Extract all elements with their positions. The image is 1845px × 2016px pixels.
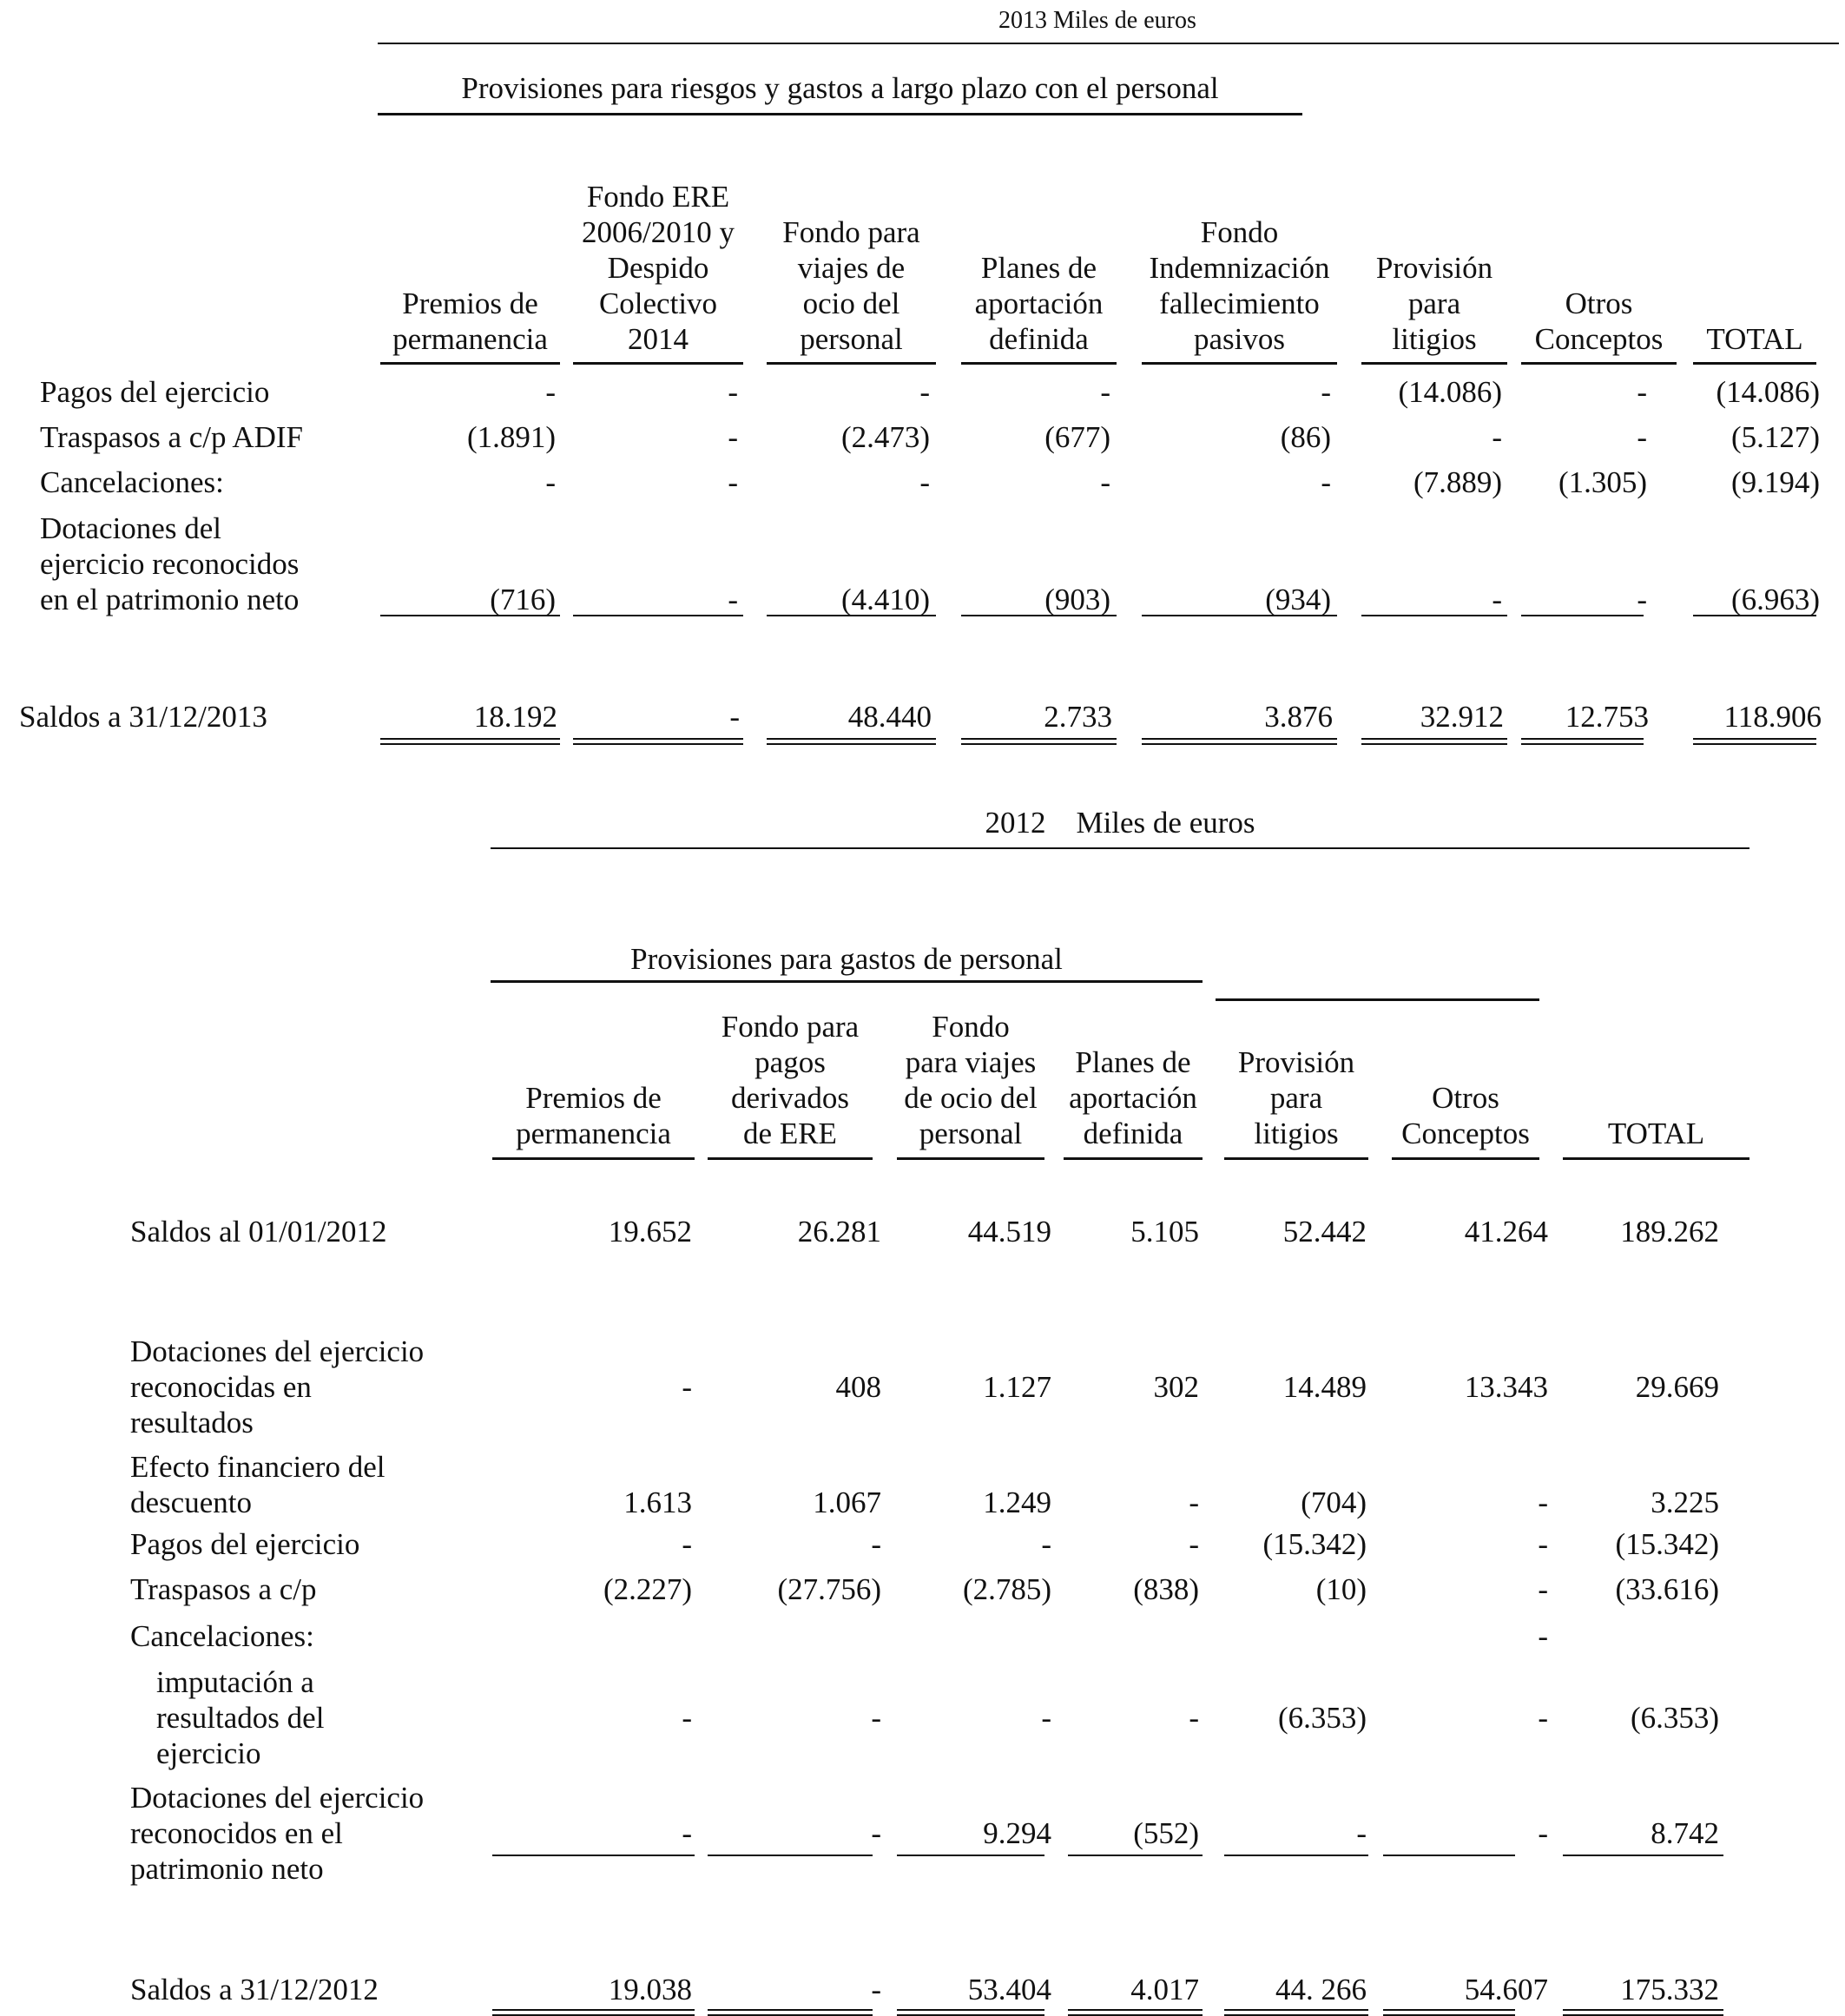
opening-cell: 189.262 (1620, 1215, 1719, 1248)
table-cell: 302 (1153, 1370, 1199, 1404)
column-header-rule (708, 1157, 873, 1160)
column-header-rule (380, 362, 560, 365)
balance-label: Saldos a 31/12/2012 (130, 1973, 379, 2006)
table-cell: (1.305) (1558, 465, 1647, 499)
subtotal-rule (380, 615, 560, 616)
table-cell: - (1538, 1572, 1548, 1606)
table-cell: - (871, 1701, 881, 1735)
subtotal-rule (1383, 1855, 1515, 1856)
table-2013-caption: 2013 Miles de euros (998, 7, 1196, 34)
table-cell: 14.489 (1282, 1370, 1367, 1404)
total-double-rule (1361, 738, 1507, 745)
subtotal-rule (767, 615, 936, 616)
table-cell: - (728, 465, 738, 499)
table-cell: - (1538, 1486, 1548, 1519)
table-cell: - (728, 375, 738, 409)
table-cell: (716) (490, 583, 556, 616)
table-cell: 1.067 (813, 1486, 881, 1519)
column-header: Premios de permanencia (516, 1081, 671, 1150)
table-cell: - (1321, 465, 1331, 499)
column-header-rule (1563, 1157, 1749, 1160)
total-double-rule (961, 738, 1117, 745)
column-header-rule (492, 1157, 695, 1160)
row-label: Cancelaciones: (40, 465, 224, 499)
table-cell: - (682, 1527, 692, 1561)
column-header: Provisión para litigios (1375, 251, 1493, 356)
table-cell: (6.963) (1730, 583, 1820, 616)
table-cell: (14.086) (1716, 375, 1820, 409)
subtotal-rule (1361, 615, 1507, 616)
balance-cell: 32.912 (1420, 700, 1504, 734)
table-cell: (33.616) (1615, 1572, 1719, 1606)
subtotal-rule (961, 615, 1117, 616)
table-cell: - (1538, 1619, 1548, 1653)
subtotal-rule (1521, 615, 1644, 616)
row-label: imputación a resultados del ejercicio (156, 1665, 325, 1770)
table-cell: - (1041, 1527, 1051, 1561)
table-cell: - (1492, 420, 1502, 454)
table-cell: - (682, 1816, 692, 1850)
table-cell: - (1321, 375, 1331, 409)
table-cell: (704) (1301, 1486, 1367, 1519)
column-header-rule (897, 1157, 1044, 1160)
total-double-rule (1224, 2009, 1368, 2016)
table-cell: 1.127 (983, 1370, 1051, 1404)
table-cell: - (1637, 583, 1647, 616)
table-cell: - (545, 375, 556, 409)
subtotal-rule (573, 615, 743, 616)
table-cell: (2.227) (603, 1572, 692, 1606)
column-header: TOTAL (1607, 1117, 1705, 1150)
table-cell: - (1356, 1816, 1367, 1850)
balance-cell: 48.440 (847, 700, 932, 734)
opening-cell: 19.652 (608, 1215, 692, 1248)
balance-label: Saldos a 31/12/2013 (19, 700, 267, 734)
group-header-rule (378, 113, 1302, 115)
column-header: Otros Conceptos (1401, 1081, 1530, 1150)
balance-cell: 53.404 (967, 1973, 1051, 2006)
table-cell: - (1637, 375, 1647, 409)
table-cell: - (1189, 1701, 1199, 1735)
balance-cell: 118.906 (1723, 700, 1822, 734)
column-header-rule (961, 362, 1117, 365)
column-header: Premios de permanencia (392, 287, 548, 356)
column-header: Planes de aportación definida (1069, 1045, 1197, 1150)
opening-cell: 26.281 (797, 1215, 881, 1248)
total-double-rule (1521, 738, 1644, 745)
table-cell: (9.194) (1730, 465, 1820, 499)
row-label: Traspasos a c/p (130, 1572, 317, 1606)
subtotal-rule (1224, 1855, 1368, 1856)
balance-cell: 44. 266 (1275, 1973, 1367, 2006)
table-cell: (2.785) (962, 1572, 1051, 1606)
table-2013-group-header: Provisiones para riesgos y gastos a largo plazo con el personal (461, 71, 1219, 105)
subtotal-rule (1563, 1855, 1723, 1856)
column-header: Provisión para litigios (1237, 1045, 1355, 1150)
table-cell: (6.353) (1630, 1701, 1719, 1735)
table-cell: (27.756) (777, 1572, 881, 1606)
opening-cell: 44.519 (967, 1215, 1051, 1248)
total-double-rule (573, 738, 743, 745)
group-header-rule-right (1216, 998, 1539, 1001)
table-cell: (903) (1044, 583, 1110, 616)
total-double-rule (708, 2009, 873, 2016)
balance-cell: 18.192 (473, 700, 557, 734)
table-2012-group-header: Provisiones para gastos de personal (630, 942, 1063, 976)
row-label: Dotaciones del ejercicio reconocidos en el patrimonio neto (130, 1781, 425, 1886)
table-cell: 9.294 (983, 1816, 1051, 1850)
total-double-rule (1563, 2009, 1723, 2016)
column-header-rule (1142, 362, 1337, 365)
table-cell: 13.343 (1464, 1370, 1548, 1404)
balance-cell: - (871, 1973, 881, 2006)
table-cell: - (1538, 1527, 1548, 1561)
column-header-rule (1361, 362, 1507, 365)
balance-cell: 12.753 (1565, 700, 1649, 734)
column-header: TOTAL (1706, 322, 1803, 356)
caption-rule (378, 43, 1839, 44)
table-cell: (10) (1315, 1572, 1367, 1606)
table-cell: (6.353) (1277, 1701, 1367, 1735)
table-cell: - (682, 1370, 692, 1404)
balance-cell: 3.876 (1264, 700, 1333, 734)
table-cell: (838) (1133, 1572, 1199, 1606)
opening-label: Saldos al 01/01/2012 (130, 1215, 387, 1248)
subtotal-rule (1142, 615, 1337, 616)
table-cell: (552) (1133, 1816, 1199, 1850)
table-cell: - (1189, 1527, 1199, 1561)
table-cell: (4.410) (840, 583, 930, 616)
total-double-rule (1693, 738, 1816, 745)
table-cell: - (728, 583, 738, 616)
table-cell: (1.891) (466, 420, 556, 454)
table-cell: (2.473) (840, 420, 930, 454)
table-cell: - (728, 420, 738, 454)
table-cell: 3.225 (1651, 1486, 1719, 1519)
group-header-rule (491, 980, 1203, 983)
table-cell: - (919, 375, 930, 409)
table-cell: (14.086) (1398, 375, 1502, 409)
table-cell: - (1041, 1701, 1051, 1735)
balance-cell: 54.607 (1464, 1973, 1548, 2006)
subtotal-rule (492, 1855, 695, 1856)
subtotal-rule (1693, 615, 1816, 616)
table-cell: 1.613 (623, 1486, 692, 1519)
table-cell: 1.249 (983, 1486, 1051, 1519)
subtotal-rule (708, 1855, 873, 1856)
opening-cell: 41.264 (1464, 1215, 1548, 1248)
column-header-rule (573, 362, 743, 365)
balance-cell: 4.017 (1130, 1973, 1199, 2006)
balance-cell: 175.332 (1620, 1973, 1719, 2006)
table-cell: 8.742 (1651, 1816, 1719, 1850)
table-cell: - (1189, 1486, 1199, 1519)
column-header-rule (1693, 362, 1816, 365)
table-cell: - (1538, 1701, 1548, 1735)
row-label: Pagos del ejercicio (40, 375, 270, 409)
row-label: Cancelaciones: (130, 1619, 314, 1653)
total-double-rule (1142, 738, 1337, 745)
row-label: Traspasos a c/p ADIF (40, 420, 304, 454)
total-double-rule (767, 738, 936, 745)
table-cell: - (919, 465, 930, 499)
column-header-rule (1064, 1157, 1203, 1160)
table-2012-caption: 2012 Miles de euros (985, 806, 1255, 840)
total-double-rule (897, 2009, 1044, 2016)
column-header-rule (1224, 1157, 1368, 1160)
table-cell: - (871, 1816, 881, 1850)
table-cell: - (1637, 420, 1647, 454)
table-cell: - (682, 1701, 692, 1735)
table-cell: (5.127) (1730, 420, 1820, 454)
total-double-rule (1383, 2009, 1515, 2016)
total-double-rule (1068, 2009, 1203, 2016)
column-header-rule (1521, 362, 1677, 365)
balance-cell: - (729, 700, 740, 734)
opening-cell: 52.442 (1282, 1215, 1367, 1248)
column-header-rule (1392, 1157, 1539, 1160)
column-header: Fondo para viajes de ocio del personal (782, 215, 920, 356)
balance-cell: 19.038 (608, 1973, 692, 2006)
table-cell: (934) (1265, 583, 1331, 616)
column-header: Fondo para viajes de ocio del personal (904, 1010, 1038, 1150)
table-cell: - (545, 465, 556, 499)
column-header: Otros Conceptos (1534, 287, 1664, 356)
column-header: Fondo para pagos derivados de ERE (721, 1010, 860, 1150)
caption-rule (491, 847, 1749, 849)
opening-cell: 5.105 (1130, 1215, 1199, 1248)
table-cell: 29.669 (1635, 1370, 1719, 1404)
subtotal-rule (1068, 1855, 1203, 1856)
column-header-rule (767, 362, 936, 365)
table-cell: - (1492, 583, 1502, 616)
subtotal-rule (897, 1855, 1044, 1856)
column-header: Planes de aportación definida (974, 251, 1104, 356)
table-cell: - (1538, 1816, 1548, 1850)
column-header: Fondo ERE 2006/2010 y Despido Colectivo 2014 (582, 180, 735, 356)
table-cell: (677) (1044, 420, 1110, 454)
table-cell: (15.342) (1615, 1527, 1719, 1561)
table-cell: - (1100, 465, 1110, 499)
row-label: Efecto financiero del descuento (130, 1450, 385, 1519)
total-double-rule (380, 738, 560, 745)
column-header: Fondo Indemnización fallecimiento pasivos (1149, 215, 1330, 356)
row-label: Pagos del ejercicio (130, 1527, 360, 1561)
row-label: Dotaciones del ejercicio reconocidas en resultados (130, 1334, 425, 1440)
table-cell: (86) (1280, 420, 1331, 454)
table-cell: - (1100, 375, 1110, 409)
balance-cell: 2.733 (1044, 700, 1112, 734)
table-cell: - (871, 1527, 881, 1561)
row-label: Dotaciones del ejercicio reconocidos en el patrimonio neto (40, 511, 300, 616)
total-double-rule (492, 2009, 695, 2016)
table-cell: (7.889) (1413, 465, 1502, 499)
table-cell: (15.342) (1262, 1527, 1367, 1561)
table-cell: 408 (835, 1370, 881, 1404)
